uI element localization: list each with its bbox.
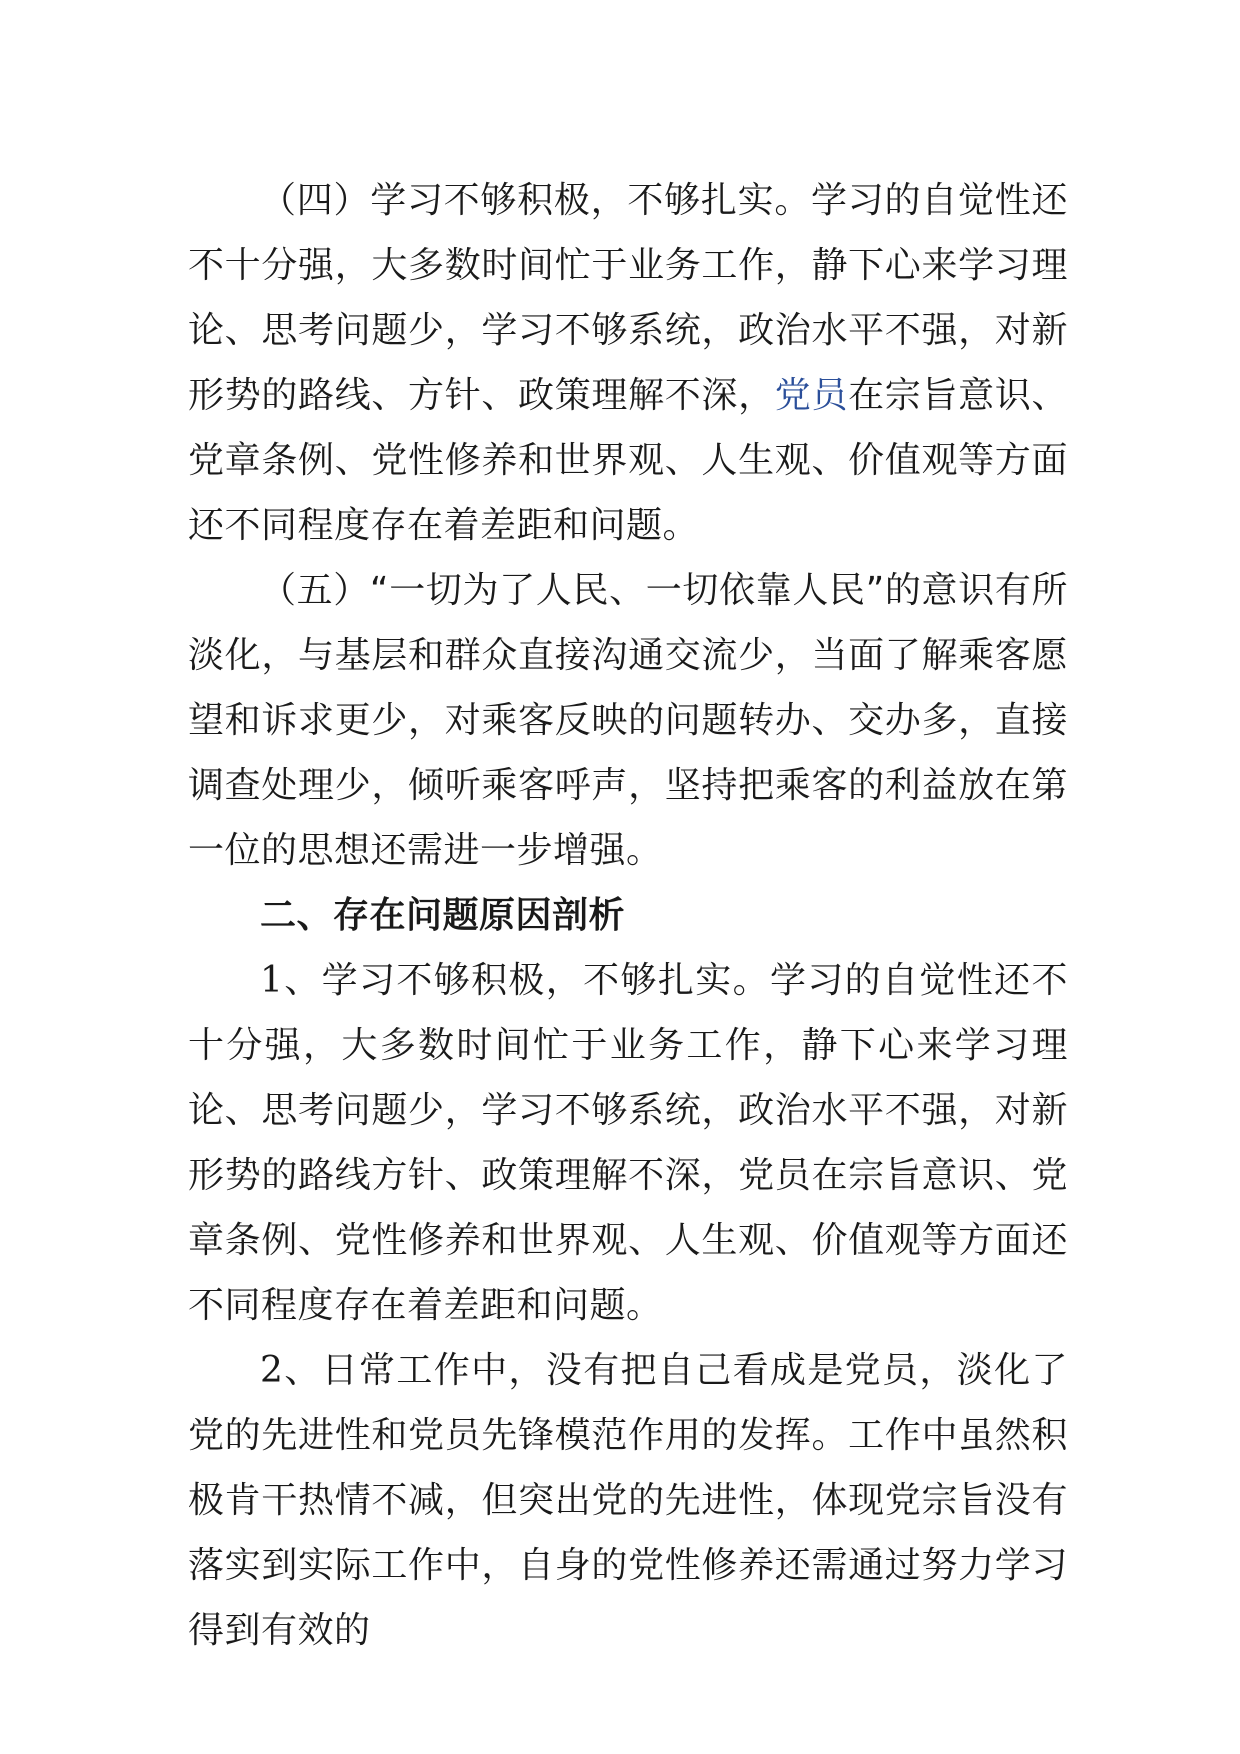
party-member-link[interactable]: 党员 <box>774 375 849 416</box>
list-item-1-text: 、学习不够积极，不够扎实。学习的自觉性还不十分强，大多数时间忙于业务工作，静下心来学习理论、思考问题少，学习不够系统，政治水平不强，对新形势的路线方针、政策理解不深，党员在宗旨意识、党章条例、党性修养和世界观、人生观、价值观等方面还不同程度存在着差距和问题。 <box>188 960 1068 1326</box>
paragraph-4 <box>188 168 1068 558</box>
list-item-2-text: 、日常工作中，没有把自己看成是党员，淡化了党的先进性和党员先锋模范作用的发挥。工作中虽然积极肯干热情不减，但突出党的先进性，体现党宗旨没有落实到实际工作中，自身的党性修养还需通过努力学习得到有效的 <box>188 1350 1068 1651</box>
list-item-2 <box>188 1338 1068 1663</box>
paragraph-4-text-before: （四）学习不够积极，不够扎实。学习的自觉性还不十分强，大多数时间忙于业务工作，静下心来学习理论、思考问题少，学习不够系统，政治水平不强，对新形势的路线、方针、政策理解不深， <box>188 180 1068 416</box>
paragraph-4-text-after: 在宗旨意识、党章条例、党性修养和世界观、人生观、价值观等方面还不同程度存在着差距和问题。 <box>188 375 1068 546</box>
list-item-1 <box>188 948 1068 1338</box>
paragraph-5: （五）“一切为了人民、一切依靠人民”的意识有所淡化，与基层和群众直接沟通交流少，当面了解乘客愿望和诉求更少，对乘客反映的问题转办、交办多，直接调查处理少，倾听乘客呼声，坚持把乘客的利益放在第一位的思想还需进一步增强。 <box>188 570 1068 871</box>
list-item-2-number: 2 <box>260 1350 284 1391</box>
list-item-1-number: 1 <box>260 960 284 1001</box>
section-heading: 二、存在问题原因剖析 <box>260 895 626 936</box>
document-body <box>188 168 1068 1663</box>
